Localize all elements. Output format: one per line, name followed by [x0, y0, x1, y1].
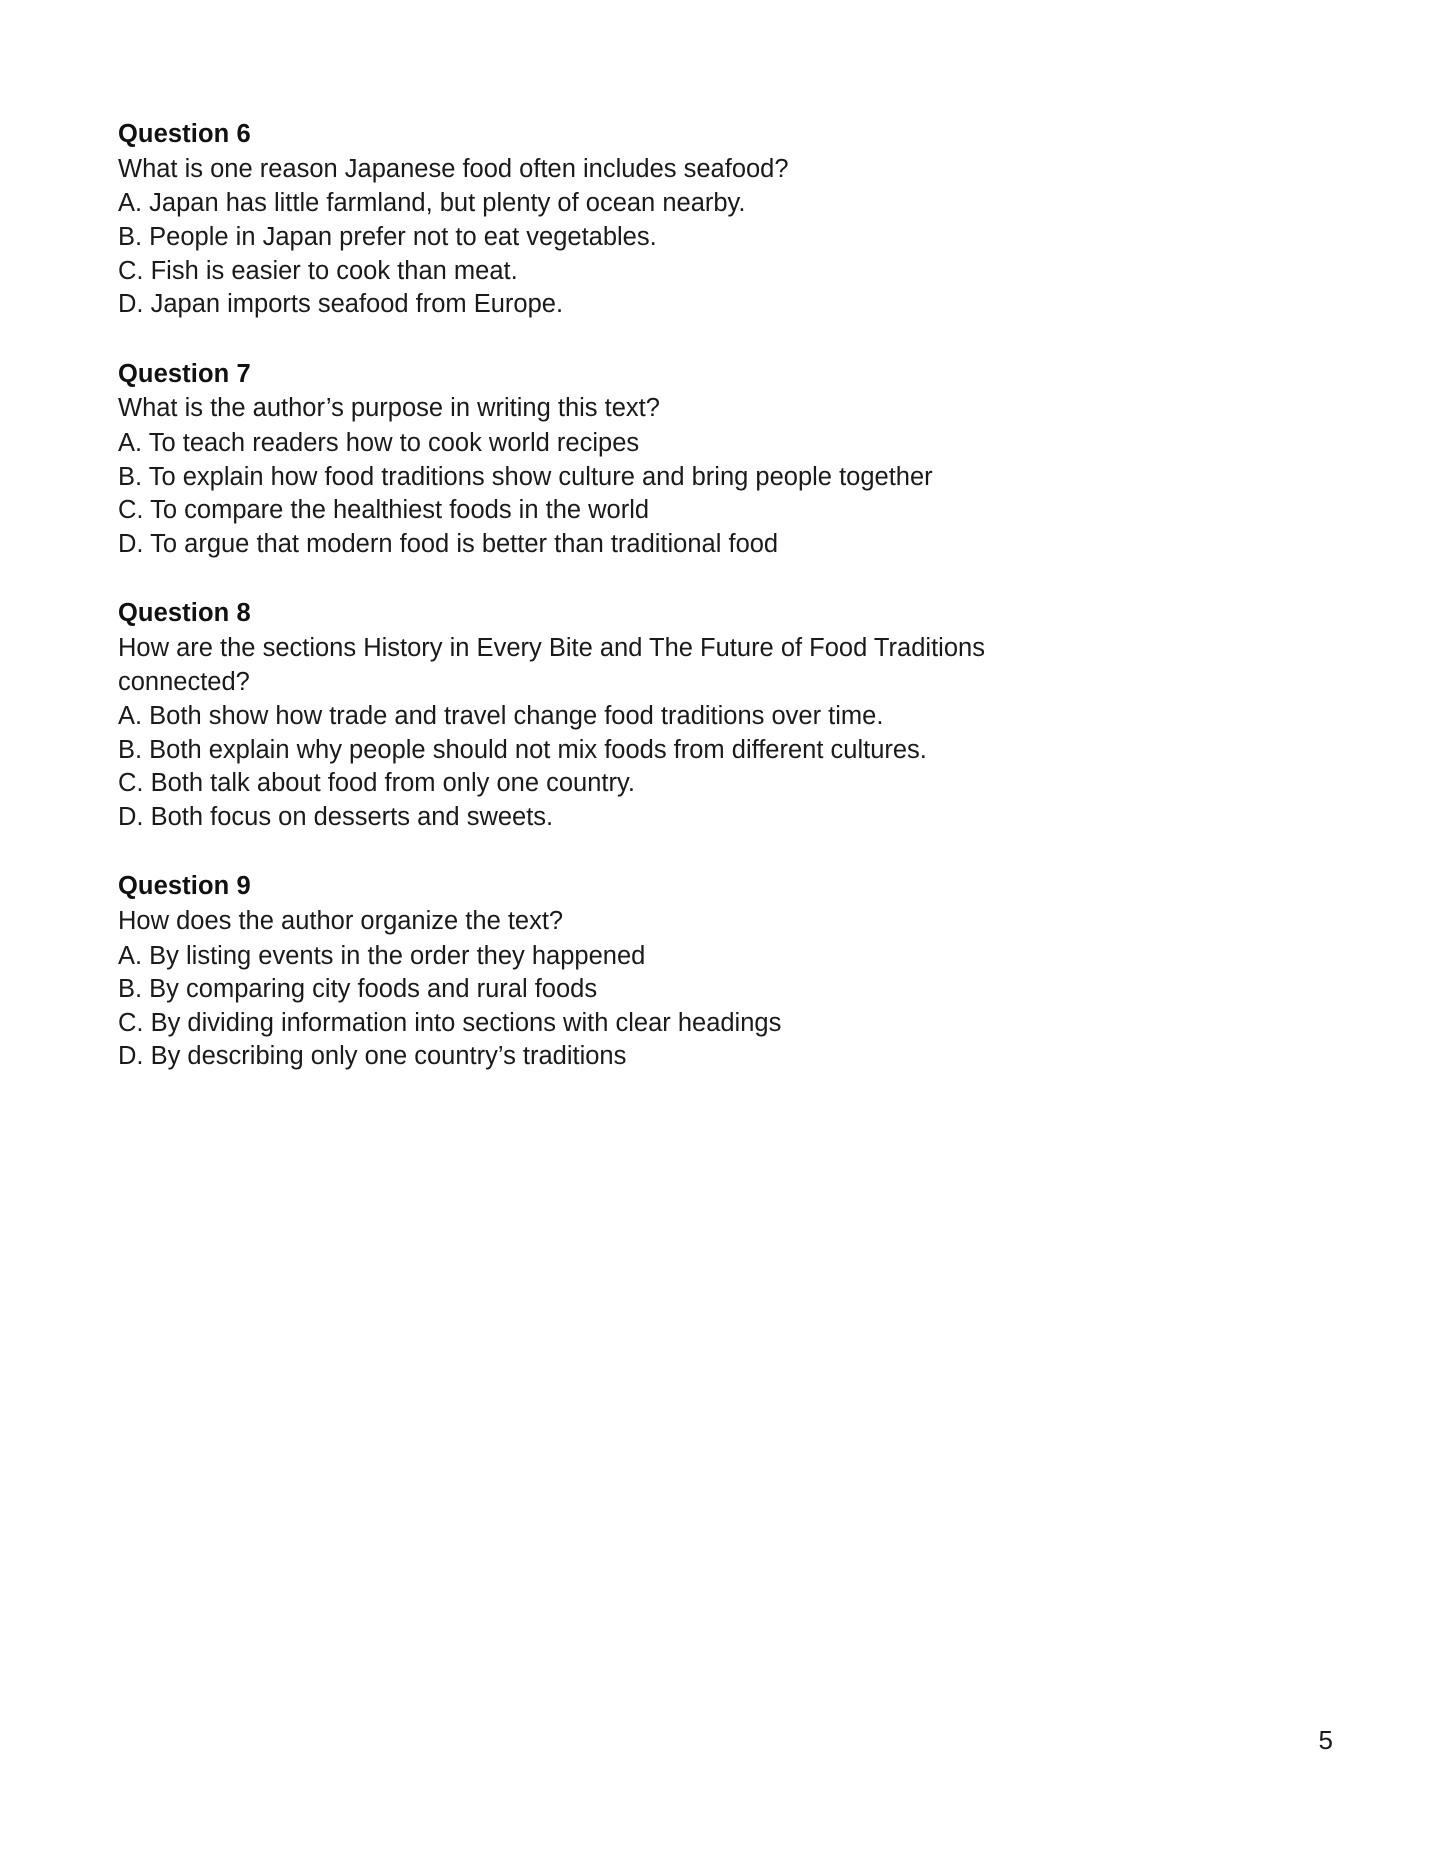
question-heading: Question 7 — [118, 359, 251, 388]
question-block-7 — [118, 358, 1038, 562]
question-option-c[interactable]: C. Fish is easier to cook than meat. — [118, 256, 518, 285]
question-option-c[interactable]: C. Both talk about food from only one country. — [118, 769, 635, 798]
question-option-a[interactable]: A. Both show how trade and travel change food traditions over time. — [118, 702, 884, 731]
question-option-d[interactable]: D. Japan imports seafood from Europe. — [118, 290, 564, 319]
question-option-c[interactable]: C. By dividing information into sections with clear headings — [118, 1008, 782, 1037]
question-stem: What is the author’s purpose in writing this text? — [118, 394, 660, 423]
question-option-b[interactable]: B. By comparing city foods and rural foods — [118, 975, 598, 1004]
question-heading: Question 6 — [118, 120, 251, 148]
question-option-d[interactable]: D. By describing only one country’s traditions — [118, 1042, 627, 1071]
question-heading: Question 9 — [118, 872, 251, 901]
question-block-9 — [118, 870, 1038, 1074]
question-option-b[interactable]: B. People in Japan prefer not to eat vegetables. — [118, 222, 657, 251]
question-option-b[interactable]: B. To explain how food traditions show culture and bring people together — [118, 462, 933, 491]
page-number: 5 — [1318, 1725, 1333, 1755]
question-option-d[interactable]: D. Both focus on desserts and sweets. — [118, 802, 554, 831]
question-block-8 — [118, 597, 1038, 834]
question-heading: Question 8 — [118, 599, 251, 628]
questions-container — [118, 118, 1038, 1074]
question-option-c[interactable]: C. To compare the healthiest foods in the world — [118, 496, 650, 525]
question-stem: How are the sections History in Every Bite and The Future of Food Traditions connected? — [118, 634, 985, 696]
question-block-6 — [118, 118, 1038, 322]
question-option-a[interactable]: A. Japan has little farmland, but plenty of ocean nearby. — [118, 189, 746, 218]
question-option-b[interactable]: B. Both explain why people should not mix foods from different cultures. — [118, 735, 927, 764]
question-option-d[interactable]: D. To argue that modern food is better than traditional food — [118, 529, 779, 558]
question-stem: How does the author organize the text? — [118, 907, 564, 936]
question-stem: What is one reason Japanese food often includes seafood? — [118, 154, 789, 183]
question-option-a[interactable]: A. By listing events in the order they happened — [118, 941, 646, 970]
question-option-a[interactable]: A. To teach readers how to cook world recipes — [118, 429, 640, 457]
